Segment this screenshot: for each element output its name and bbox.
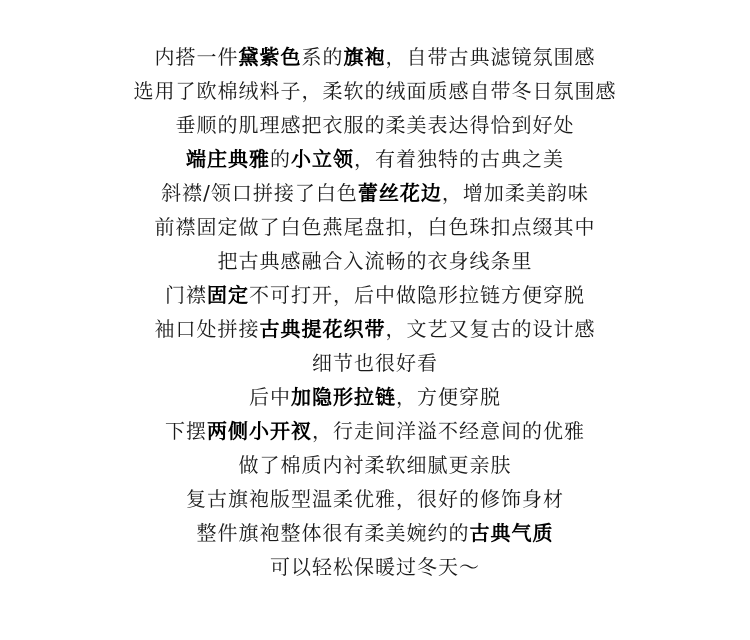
description-line xyxy=(0,380,750,414)
text-segment: 复古旗袍版型温柔优雅，很好的修饰身材 xyxy=(186,487,564,511)
text-segment: 可以轻松保暖过冬天～ xyxy=(270,555,480,579)
text-segment: 后中 xyxy=(249,385,291,409)
text-segment: ，行走间洋溢不经意间的优雅 xyxy=(312,419,585,443)
description-line xyxy=(0,142,750,176)
text-segment: ，有着独特的古典之美 xyxy=(354,147,564,171)
highlight-segment: 端庄典雅 xyxy=(186,147,270,171)
text-segment: 系的 xyxy=(301,45,344,69)
description-line xyxy=(0,312,750,346)
highlight-segment: 黛紫色 xyxy=(238,45,302,69)
text-segment: 门襟 xyxy=(165,283,207,307)
text-segment: 不可打开，后中做隐形拉链方便穿脱 xyxy=(249,283,585,307)
description-line xyxy=(0,516,750,550)
highlight-segment: 古典提花织带 xyxy=(259,317,386,341)
description-line xyxy=(0,108,750,142)
text-segment: 整件旗袍整体很有柔美婉约的 xyxy=(196,521,470,545)
highlight-segment: 旗袍 xyxy=(343,45,386,69)
description-line xyxy=(0,40,750,74)
text-segment: ，方便穿脱 xyxy=(396,385,501,409)
highlight-segment: 蕾丝花边 xyxy=(357,181,442,205)
description-line xyxy=(0,550,750,584)
text-segment: 斜襟/领口拼接了白色 xyxy=(161,181,358,205)
description-line xyxy=(0,244,750,278)
highlight-segment: 加隐形拉链 xyxy=(291,385,396,409)
text-segment: 细节也很好看 xyxy=(312,351,438,375)
text-segment: 下摆 xyxy=(165,419,207,443)
highlight-segment: 古典气质 xyxy=(469,521,554,545)
product-description xyxy=(0,40,750,584)
description-line xyxy=(0,448,750,482)
description-line xyxy=(0,278,750,312)
description-line xyxy=(0,346,750,380)
highlight-segment: 两侧小开衩 xyxy=(207,419,312,443)
text-segment: 前襟固定做了白色燕尾盘扣，白色珠扣点缀其中 xyxy=(154,215,596,239)
description-line xyxy=(0,482,750,516)
text-segment: 做了棉质内衬柔软细腻更亲肤 xyxy=(238,453,512,477)
highlight-segment: 小立领 xyxy=(291,147,354,171)
text-segment: 选用了欧棉绒料子，柔软的绒面质感自带冬日氛围感 xyxy=(133,79,617,103)
text-segment: 把古典感融合入流畅的衣身线条里 xyxy=(217,249,533,273)
description-line xyxy=(0,414,750,448)
text-segment: ，增加柔美韵味 xyxy=(441,181,589,205)
text-segment: 内搭一件 xyxy=(154,45,239,69)
description-line xyxy=(0,210,750,244)
highlight-segment: 固定 xyxy=(207,283,249,307)
text-segment: 垂顺的肌理感把衣服的柔美表达得恰到好处 xyxy=(175,113,575,137)
description-line xyxy=(0,176,750,210)
text-segment: 的 xyxy=(270,147,291,171)
text-segment: 袖口处拼接 xyxy=(154,317,260,341)
text-segment: ，自带古典滤镜氛围感 xyxy=(385,45,596,69)
description-line xyxy=(0,74,750,108)
text-segment: ，文艺又复古的设计感 xyxy=(385,317,596,341)
